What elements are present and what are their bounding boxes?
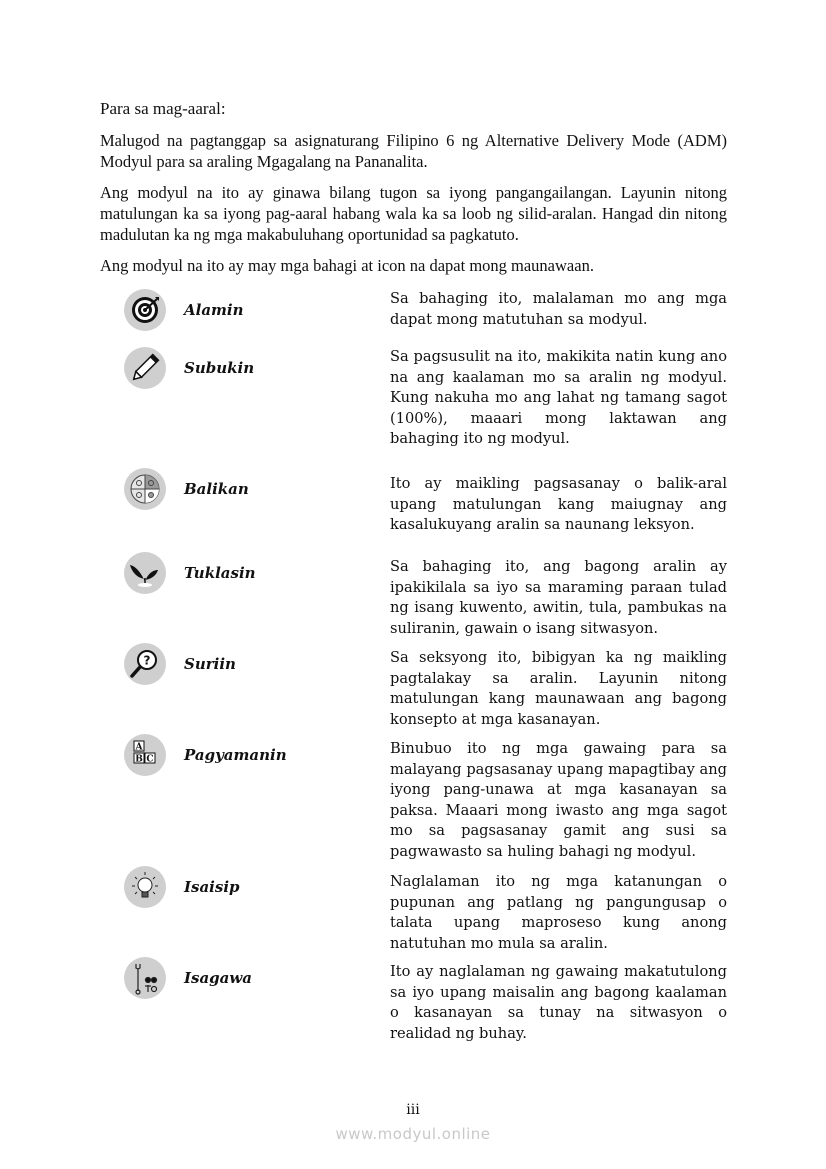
plant-icon [124,552,166,594]
section-description: Ito ay naglalaman ng gawaing makatutulong sa iyo upang maisalin ang bagong kaalaman o kasanayan sa tunay na sitwasyon o realidad ng buhay. [390,963,727,1042]
magnifier-question-icon [124,643,166,685]
svg-text:C: C [146,754,154,765]
section-label: Suriin [184,655,236,673]
section-description: Naglalaman ito ng mga katanungan o pupunan ang patlang ng pangungusap o talata upang maproseso kung anong natutuhan mo mula sa aralin. [390,873,727,952]
greeting-heading: Para sa mag-aaral: [100,99,226,118]
section-description: Sa seksyong ito, bibigyan ka ng maikling pagtalakay sa aralin. Layunin nitong matulungan kang maunawaan ang bagong konsepto at mga kasanayan. [390,649,727,728]
section-description: Sa bahaging ito, ang bagong aralin ay ipakikilala sa iyo sa maraming paraan tulad ng isang kuwento, awitin, tula, pambukas na suliranin, gawain o isang sitwasyon. [390,558,727,637]
section-label: Subukin [184,359,255,377]
section-label: Pagyamanin [184,746,287,764]
purpose-paragraph: Ang modyul na ito ay ginawa bilang tugon sa iyong pangangailangan. Layunin nitong matulungan ka sa iyong pag-aaral habang wala ka sa loob ng silid-aralan. Hangad din nitong madulutan ka ng mga makabuluhang oportunidad sa pagkatuto. [100,183,727,244]
lightbulb-icon [124,866,166,908]
pencil-icon [124,347,166,389]
svg-text:A: A [135,742,143,753]
section-label: Alamin [184,301,244,319]
section-label: Isagawa [184,969,253,987]
svg-text:B: B [135,754,143,765]
abc-blocks-icon [124,734,166,776]
section-description: Sa pagsusulit na ito, makikita natin kung ano na ang kaalaman mo sa aralin ng modyul. Kung nakuha mo ang lahat ng tamang sagot (100%), maaari mong laktawan ang bahaging ito ng modyul. [390,348,727,448]
section-description: Ito ay maikling pagsasanay o balik-aral upang matulungan kang maiugnay ang kasalukuyang aralin sa naunang leksyon. [390,475,727,534]
tools-icon [124,957,166,999]
svg-text:?: ? [143,653,151,668]
section-description: Sa bahaging ito, malalaman mo ang mga dapat mong matutuhan sa modyul. [390,290,727,328]
target-icon [124,289,166,331]
page-number: iii [406,1102,420,1118]
section-label: Isaisip [184,878,240,896]
section-label: Tuklasin [184,564,256,582]
puzzle-icon [124,468,166,510]
watermark: www.modyul.online [335,1125,491,1143]
welcome-paragraph: Malugod na pagtanggap sa asignaturang Filipino 6 ng Alternative Delivery Mode (ADM) Modyul para sa araling Mgagalang na Pananalita. [100,131,727,171]
parts-intro-paragraph: Ang modyul na ito ay may mga bahagi at icon na dapat mong maunawaan. [100,256,594,275]
section-label: Balikan [184,480,249,498]
section-description: Binubuo ito ng mga gawaing para sa malayang pagsasanay upang mapagtibay ang iyong pang-unawa at mga kasanayan sa paksa. Maaari mong iwasto ang mga sagot mo sa pagsasanay gamit ang susi sa pagwawasto sa huling bahagi ng modyul. [390,740,727,860]
